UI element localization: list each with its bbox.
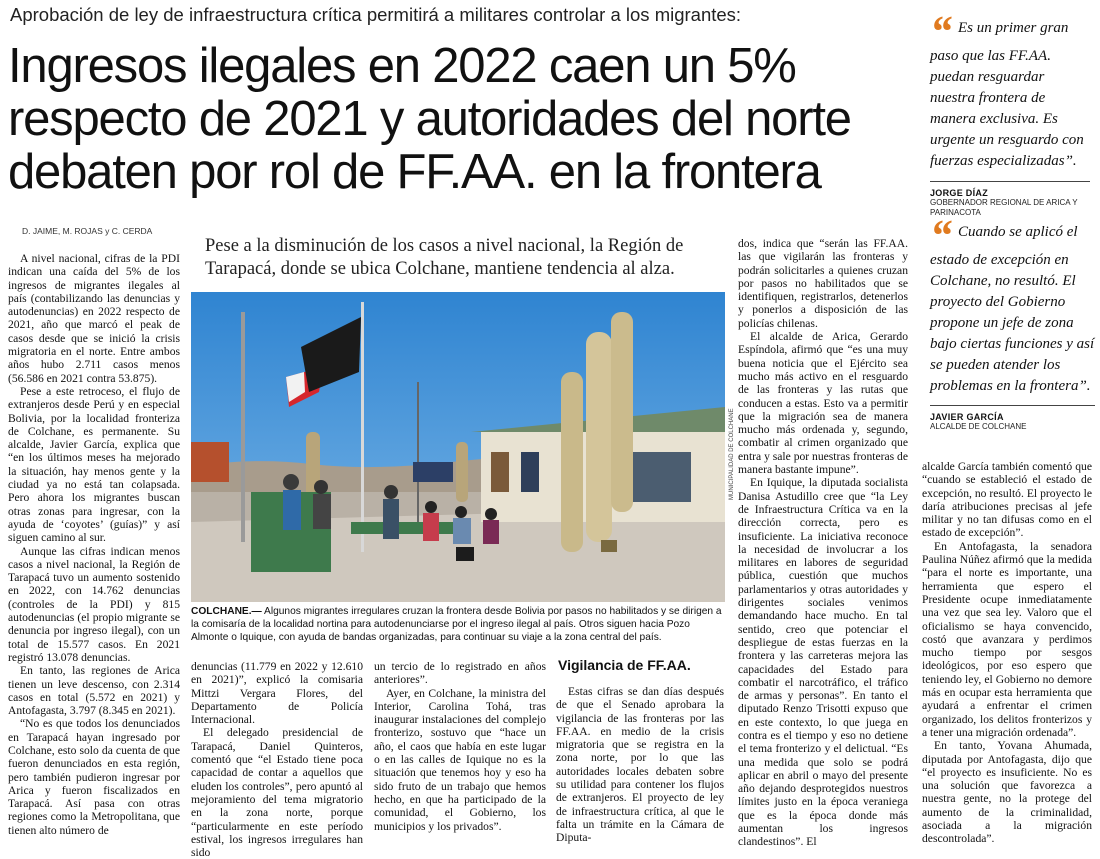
article-column-2 [191,660,363,859]
section-subhead: Vigilancia de FF.AA. [558,657,691,673]
caption-place: COLCHANE.— [191,606,262,617]
quote-1-author: JORGE DÍAZ [930,188,989,198]
kicker: Aprobación de ley de infraestructura crítica permitirá a militares controlar a los migrantes: [10,4,742,25]
quote-mark-icon: “ [930,7,952,56]
article-column-6 [922,460,1092,846]
quote-1-role: GOBERNADOR REGIONAL DE ARICA Y PARINACOTA [930,198,1078,217]
paragraph: Pese a este retroceso, el flujo de extranjeros desde Perú y en especial Bolivia, por la localidad fronteriza de Colchane, es permanente. Su alcalde, Javier García, explica que “en los últimos meses ha mejorado la situación, hay menos gente y la ciudad ya no está tan colapsada. Pero ahora los migrantes buscan otras zonas para ingresar, con la ayuda de ‘coyotes’ (guías)” y así siguen camino al sur. [8,384,180,545]
paragraph: “No es que todos los denunciados en Tarapacá hayan ingresado por Colchane, esto solo da cuenta de que fueron denunciados en esta región, pero también pudieron ingresar por Arica y fueron fiscalizados en Tarapacá. Así pasa con otras regiones como la Metropolitana, que tienen alto número de [8,717,180,837]
paragraph: dos, indica que “serán las FF.AA. las que vigilarán las fronteras y podrán solicitarles a quienes cruzan por pasos no habilitados que se identifiquen, registrarlos, detenerlos y ponerlos a disposición de las policías chilenas. [738,237,908,330]
paragraph: En tanto, Yovana Ahumada, diputada por Antofagasta, dijo que “el proyecto es insuficiente. No es una solución que favorezca a nuestra gente, no la protege del aumento de la criminalidad, asociada a la migración descontrolada”. [922,739,1092,846]
article-column-5 [738,237,908,849]
headline [8,40,913,199]
paragraph: A nivel nacional, cifras de la PDI indican una caída del 5% de los ingresos de migrantes ilegales al país (contabilizando las denuncias y autodenuncias) en 2022 respecto de 2021, año que marcó el peak de casos desde que se inició la crisis migratoria en el norte. Entre ambos años hubo 2.711 casos menos (56.586 en 2021 contra 53.875). [8,252,180,385]
byline: D. JAIME, M. ROJAS y C. CERDA [22,226,153,236]
paragraph: En Antofagasta, la senadora Paulina Núñez afirmó que la medida “para el norte es importante, una herramienta que espero el Presidente ocupe inmediatamente una vez que sea ley. Valoro que el oficialismo se haya convencido, costó que avanzara y perdimos mucho tiempo por sesgos ideológicos, por eso espero que teniendo ley, el Gobierno no demore más en ocupar esta herramienta que ayudará a enfrentar el crimen organizado, los delitos fronterizos y a tener una migración ordenada”. [922,539,1092,739]
paragraph: Aunque las cifras indican menos casos a nivel nacional, la Región de Tarapacá tuvo un aumento sostenido en 2022, con 14.762 denuncias (controles de la PDI) y 815 autodenuncias (el propio migrante se denuncia por ingreso ilegal), con un total de 15.577 casos. En 2021 registró 13.078 denuncias. [8,544,180,664]
lead-paragraph: Pese a la disminución de los casos a nivel nacional, la Región de Tarapacá, donde se ubica Colchane, mantiene tendencia al alza. [205,236,684,279]
paragraph: alcalde García también comentó que “cuando se estableció el estado de excepción, no resultó. El proyecto le daría atribuciones precisas al jefe militar y no tan difusas como en el estado de excepción”. [922,460,1092,540]
quote-mark-icon: “ [930,211,952,260]
paragraph: El delegado presidencial de Tarapacá, Daniel Quinteros, comentó que “el Estado tiene poca capacidad de contar a aquellos que eluden los controles”, pero apuntó al mejoramiento del tema migratorio en la zona norte, porque “particularmente en este período estival, los ingresos irregulares han sido [191,726,363,859]
paragraph: En Iquique, la diputada socialista Danisa Astudillo cree que “la Ley de Infraestructura Crítica va en la dirección correcta, pero es insuficiente. La iniciativa reconoce la necesidad de involucrar a los militares en labores de seguridad pública, cuestión que muchos parlamentarios y otras autoridades y dirigentes sociales venimos demandando hace mucho. En tal sentido, creo que potenciar el despliegue de estas fuerzas en la frontera y las carreteras mejora las capacidades del Estado para combatir el narcotráfico, el tráfico de armas y personas”. En tanto el diputado Renzo Trisotti expuso que en este contexto, lo que juega en contra es el tiempo y eso no detiene el tema fronterizo y el delictual. “Es una medida que solo se podrá aplicar en abril o mayo del presente año dejando desprotegidos nuestros límites justo en la época veraniega que es la época donde más aumentan los ingresos clandestinos”. El [738,476,908,849]
divider [930,405,1095,406]
divider [930,181,1090,182]
paragraph: Estas cifras se dan días después de que el Senado aprobara la vigilancia de las fronteras por las FF.AA. en medio de la crisis migratoria que se registra en la zona norte, por lo que las autoridades locales debaten sobre su utilidad para contener los flujos de extranjeros. El proyecto de ley de infraestructura crítica, al que le falta un trámite en la Cámara de Diputa- [556,685,724,845]
headline-line-2: respecto de 2021 y autoridades del norte [8,92,851,146]
article-column-4 [556,685,724,845]
quote-2-role: ALCALDE DE COLCHANE [930,422,1027,431]
paragraph: Ayer, en Colchane, la ministra del Interior, Carolina Tohá, tras inaugurar instalaciones del complejo fronterizo, sostuvo que “hace un año, el caos que había en este lugar o en las calles de Iquique no es la situación que tenemos hoy y eso ha sido fruto de un trabajo que hemos hecho, en que ha participado de la comunidad, el Gobierno, los municipios y los privados”. [374,686,546,833]
quote-box-2 [930,211,1095,432]
headline-line-3: debaten por rol de FF.AA. en la frontera [8,145,821,199]
article-column-3 [374,660,546,833]
photo-credit: MUNICIPALIDAD DE COLCHANE [729,408,735,500]
headline-line-1: Ingresos ilegales en 2022 caen un 5% [8,39,796,93]
paragraph: denuncias (11.779 en 2022 y 12.610 en 2021)”, explicó la comisaria Mittzi Vergara Flores, del Departamento de Policía Internacional. [191,660,363,727]
pull-quote-2 [930,211,1095,397]
quote-box-1 [930,7,1090,218]
paragraph: El alcalde de Arica, Gerardo Espíndola, afirmó que “es una muy buena noticia que el Ejército sea mucho más activo en el resguardo de las fronteras y las rutas que conducen a estas. Esto va a permitir que la migración sea de manera mucho más ordenada y, segundo, combatir al crimen organizado que entra y sale por nuestras fronteras de manera bastante impune”. [738,330,908,477]
photo-caption [191,605,726,644]
paragraph: En tanto, las regiones de Arica tienen un leve descenso, con 2.314 casos en total (5.572 en 2021) y Antofagasta, 3.797 (8.345 en 2021). [8,664,180,718]
pull-quote-1-text: Es un primer gran paso que las FF.AA. puedan resguardar nuestra frontera de manera exclusiva. Es urgente un resguardo con fuerzas especializadas”. [930,20,1084,169]
paragraph: un tercio de lo registrado en años anteriores”. [374,660,546,687]
quote-2-author: JAVIER GARCÍA [930,412,1004,422]
caption-text: Algunos migrantes irregulares cruzan la frontera desde Bolivia por pasos no habilitados y se dirigen a la comisaría de la localidad nortina para autodenunciarse por el ingreso ilegal al país. Otros siguen hacia Pozo Almonte o Iquique, con ayuda de bandas organizadas, para continuar su viaje a la zona central del país. [191,606,722,643]
pull-quote-1 [930,7,1090,172]
news-photo [191,292,725,602]
article-column-1 [8,252,180,837]
pull-quote-2-text: Cuando se aplicó el estado de excepción en Colchane, no resultó. El proyecto del Gobierno propone un jefe de zona bajo ciertas funciones y así se pueden atender los problemas en la frontera”. [930,224,1095,394]
